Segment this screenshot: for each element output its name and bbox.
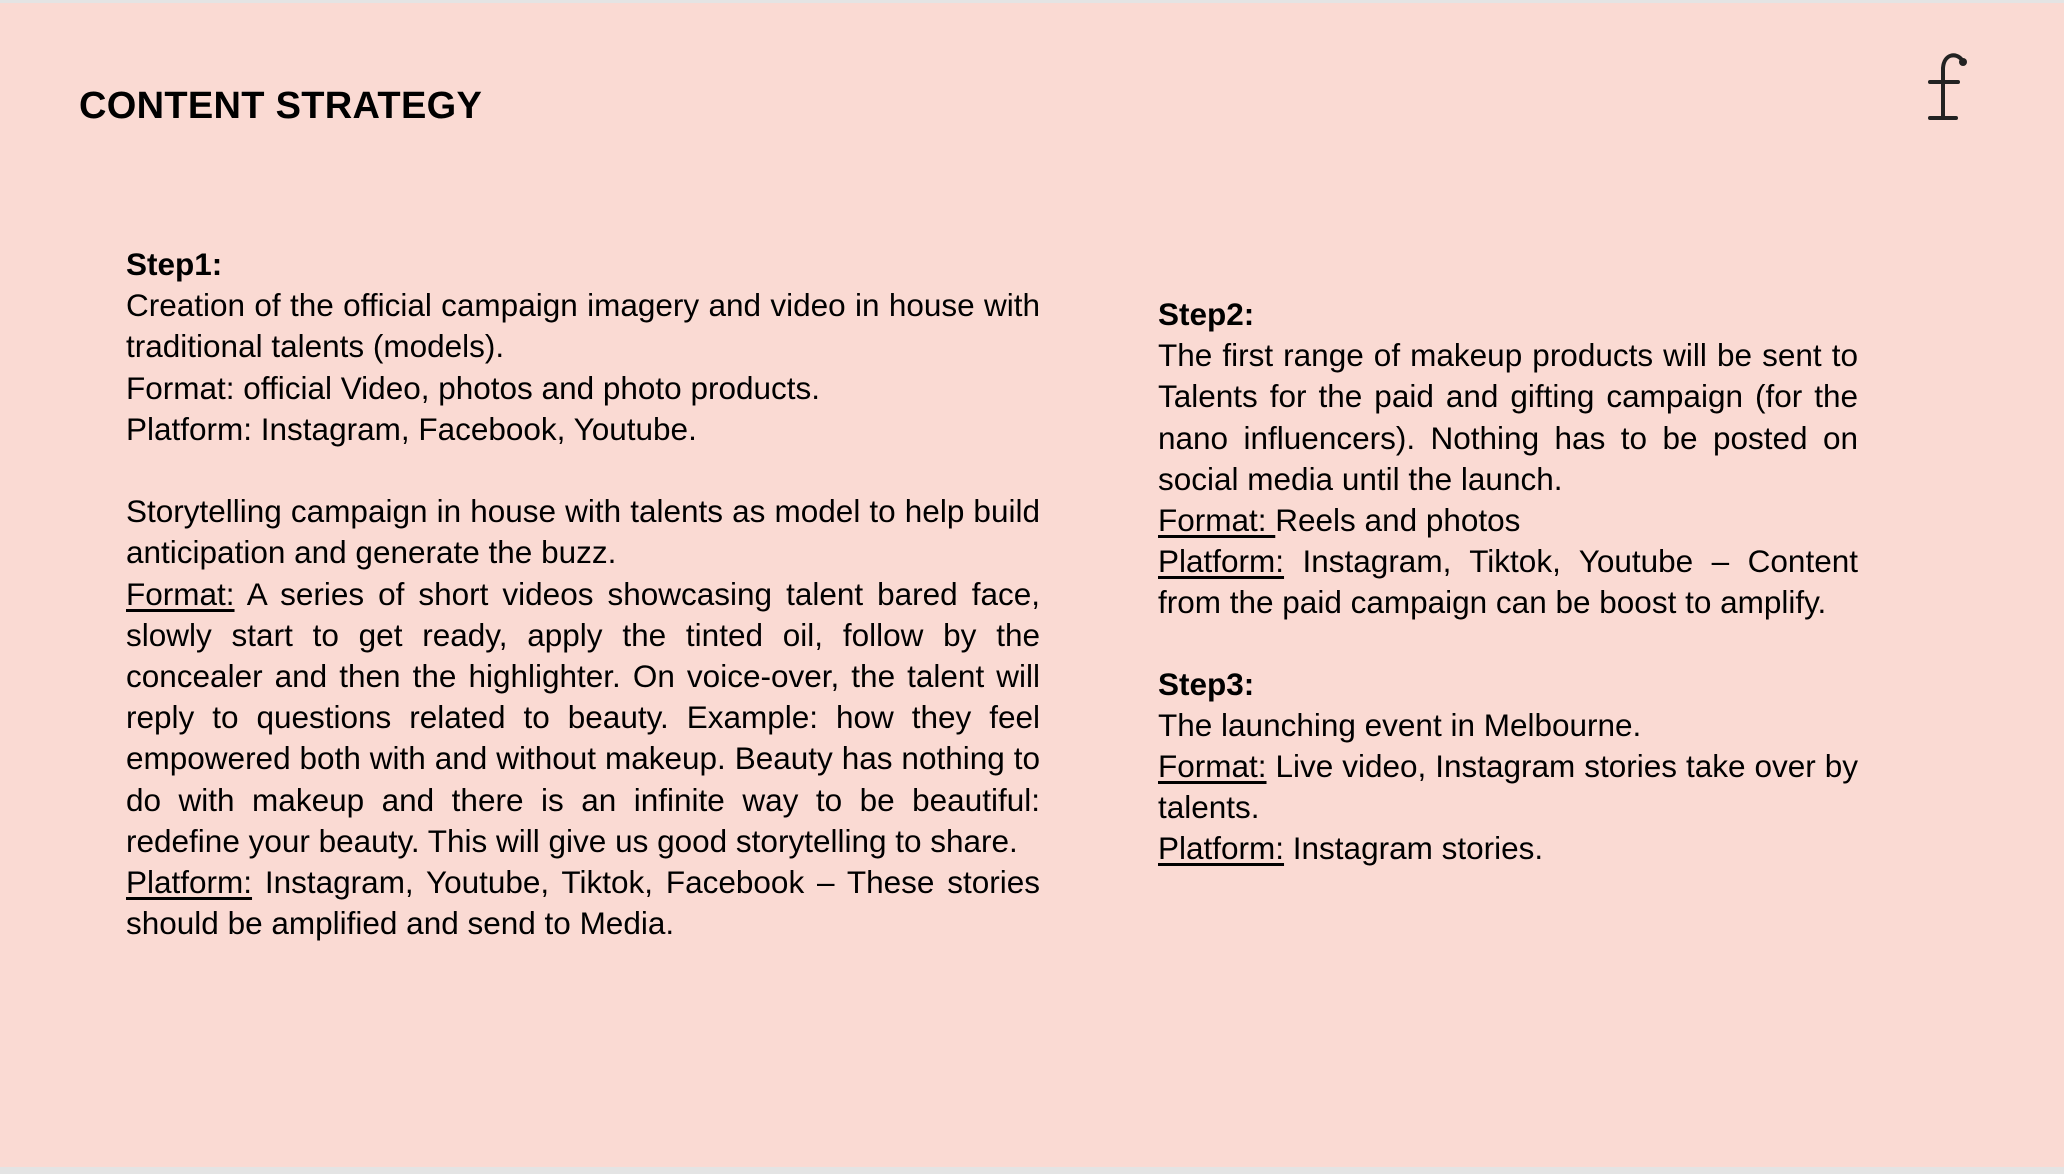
step1-intro: Creation of the official campaign imagery and video in house with traditional talents (models). xyxy=(126,287,1040,365)
platform-text: Instagram, Tiktok, Youtube – Content from the paid campaign can be boost to amplify. xyxy=(1158,543,1858,621)
platform-label: Platform: xyxy=(1158,830,1285,867)
f-logo-icon xyxy=(1912,48,1982,132)
step1-story-format xyxy=(126,574,1040,862)
platform-label: Platform: xyxy=(1158,543,1285,580)
step3-platform xyxy=(1158,828,1858,869)
spacer xyxy=(126,450,1040,491)
platform-text: Instagram, Youtube, Tiktok, Facebook – These stories should be amplified and send to Media. xyxy=(126,864,1040,942)
spacer xyxy=(1158,624,1858,664)
step1-storytelling: Storytelling campaign in house with talents as model to help build anticipation and generate the buzz. xyxy=(126,493,1040,571)
step1-story-platform xyxy=(126,862,1040,944)
step3-heading: Step3: xyxy=(1158,665,1255,702)
format-label: Format: xyxy=(1158,748,1267,785)
format-label: Format: xyxy=(126,575,235,612)
format-text: A series of short videos showcasing talent bared face, slowly start to get ready, apply the tinted oil, follow by the concealer and then the highlighter. On voice-over, the talent will reply to questions related to beauty. Example: how they feel empowered both with and without makeup. Beauty has nothing to do with makeup and there is an infinite way to be beautiful: redefine your beauty. This will give us good storytelling to share. xyxy=(126,575,1040,859)
step2-heading: Step2: xyxy=(1158,296,1255,332)
step1-platform-line: Platform: Instagram, Facebook, Youtube. xyxy=(126,410,697,447)
step3-format xyxy=(1158,746,1858,828)
platform-label: Platform: xyxy=(126,864,253,901)
step2-body: The first range of makeup products will be sent to Talents for the paid and gifting campaign (for the nano influencers). Nothing has to be posted on social media until the launch. xyxy=(1158,337,1858,497)
step2-format xyxy=(1158,500,1858,541)
step3-body: The launching event in Melbourne. xyxy=(1158,706,1642,743)
step1-column xyxy=(126,244,1040,944)
step2-platform xyxy=(1158,541,1858,623)
slide xyxy=(0,3,2064,1167)
platform-text: Instagram stories. xyxy=(1284,830,1544,867)
step2-step3-column xyxy=(1158,294,1858,870)
step1-format-line: Format: official Video, photos and photo products. xyxy=(126,369,821,406)
slide-title: CONTENT STRATEGY xyxy=(79,85,483,127)
step1-heading: Step1: xyxy=(126,246,223,282)
format-text: Reels and photos xyxy=(1275,502,1521,539)
format-text: Live video, Instagram stories take over by talents. xyxy=(1158,748,1858,826)
format-label: Format: xyxy=(1158,502,1276,539)
